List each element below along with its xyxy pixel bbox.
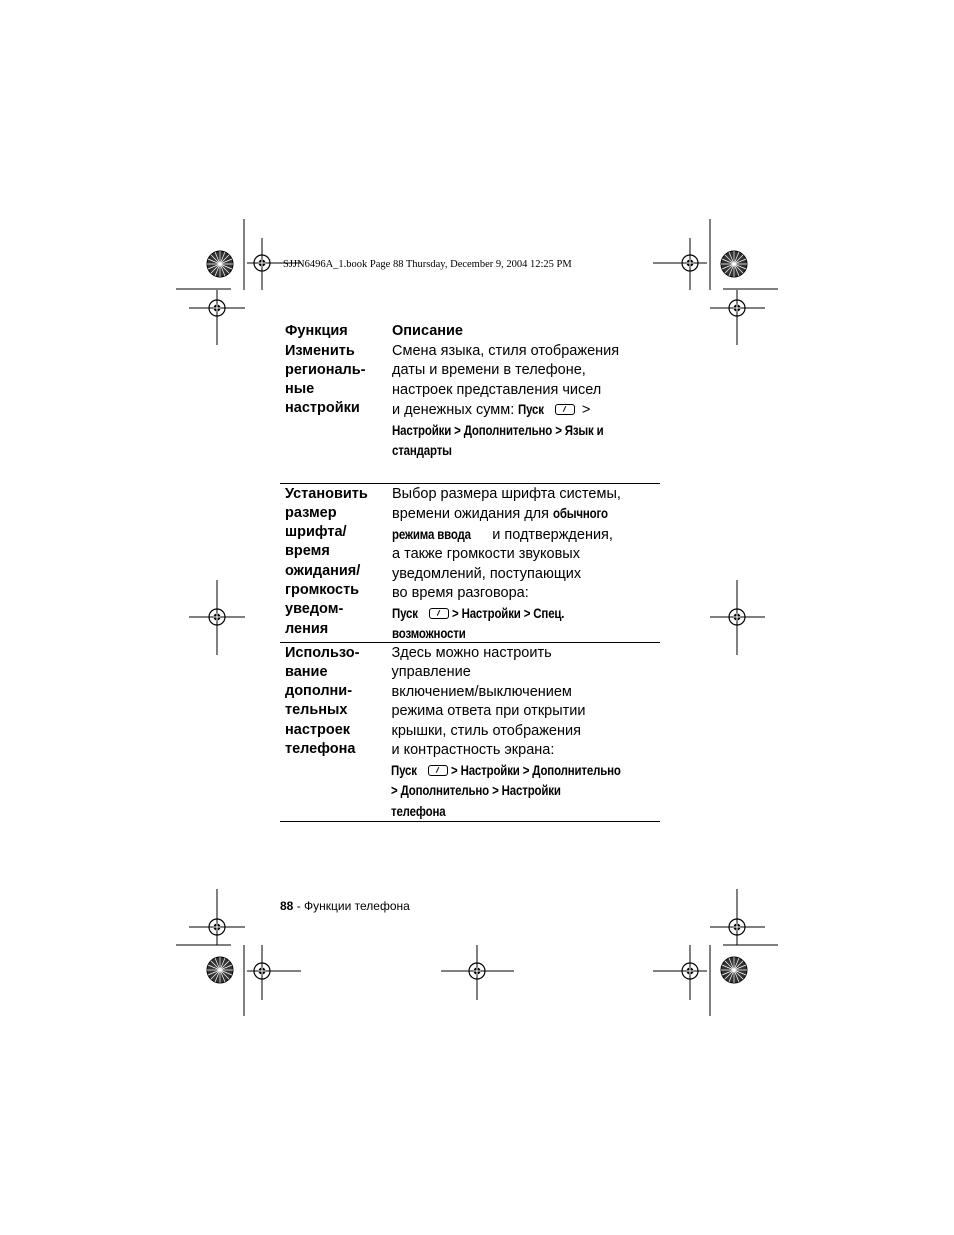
menu-separator: >: [555, 421, 562, 438]
menu-path-line: [391, 781, 658, 802]
description-line: Здесь можно настроить: [391, 644, 552, 661]
menu-accessibility-cont: возможности: [392, 625, 466, 641]
function-line: размер: [285, 504, 337, 521]
description-line: [392, 400, 658, 421]
description-text: и подтверждения,: [492, 526, 613, 543]
menu-separator: >: [451, 604, 459, 621]
menu-separator: >: [523, 604, 530, 621]
description-text: времени ожидания для: [392, 506, 549, 522]
function-line: Установить: [285, 485, 368, 502]
mode-name: обычного: [553, 505, 608, 521]
menu-path-line: [392, 441, 658, 462]
menu-advanced: Дополнительно: [463, 421, 553, 438]
description-line: режима ответа при открытии: [391, 703, 586, 719]
menu-advanced: Дополнительно: [532, 761, 621, 778]
table-row: [280, 342, 660, 484]
menu-phone: телефона: [391, 802, 446, 819]
function-line: Изменить: [285, 342, 355, 359]
description-line: даты и времени в телефоне,: [392, 362, 586, 378]
menu-start: Пуск: [518, 401, 545, 417]
table-row: [280, 643, 660, 822]
function-cell: [280, 342, 392, 483]
description-line: включением/выключением: [391, 683, 572, 700]
menu-separator: >: [581, 402, 591, 418]
function-line: настроек: [285, 721, 351, 738]
function-line: дополни-: [285, 683, 353, 700]
menu-accessibility: Спец.: [532, 604, 564, 621]
col-description-header: Описание: [392, 323, 463, 339]
col-function-header: Функция: [285, 323, 348, 339]
description-text: и денежных сумм:: [392, 402, 515, 418]
description-line: крышки, стиль отображения: [391, 722, 581, 739]
function-line: региональ-: [285, 361, 366, 378]
menu-settings: Настройки: [502, 782, 562, 798]
function-line: тельных: [285, 702, 348, 719]
description-line: настроек представления чисел: [392, 381, 602, 398]
table-header: [280, 322, 660, 342]
description-line: [392, 525, 658, 546]
description-line: [392, 504, 658, 525]
table-row: [280, 484, 660, 643]
description-line: во время разговора:: [392, 585, 529, 601]
description-cell: [392, 342, 660, 483]
description-line: а также громкости звуковых: [392, 546, 580, 562]
softkey-icon: [428, 765, 448, 776]
page-footer: [280, 899, 410, 913]
menu-path-line: [391, 761, 658, 782]
description-line: уведомлений, поступающих: [392, 565, 582, 582]
softkey-icon: [429, 608, 449, 619]
menu-advanced: Дополнительно: [401, 782, 490, 798]
function-line: телефона: [285, 740, 356, 757]
menu-path-line: [392, 624, 658, 645]
menu-separator: >: [450, 761, 458, 778]
menu-separator: >: [492, 782, 500, 798]
menu-path-line: [392, 604, 658, 625]
menu-separator: >: [391, 782, 399, 798]
description-line: и контрастность экрана:: [391, 742, 555, 758]
function-cell: [280, 643, 391, 821]
print-header: SJJN6496A_1.book Page 88 Thursday, December 9, 2004 12:25 PM: [283, 259, 572, 270]
function-line: шрифта/: [285, 524, 347, 541]
softkey-icon: [555, 404, 575, 415]
page-number: 88: [280, 899, 294, 913]
menu-start: Пуск: [392, 604, 418, 621]
function-line: вание: [285, 663, 328, 680]
description-line: управление: [391, 664, 471, 680]
menu-settings: Настройки: [460, 761, 520, 778]
description-line: Выбор размера шрифта системы,: [392, 485, 621, 502]
menu-settings: Настройки: [392, 421, 452, 438]
description-cell: [391, 643, 660, 821]
function-line: ные: [285, 381, 315, 398]
mode-name: режима ввода: [392, 525, 471, 542]
function-cell: [280, 484, 392, 642]
description-cell: [392, 484, 660, 642]
function-line: громкость: [285, 581, 360, 598]
menu-separator: >: [454, 421, 461, 438]
function-line: ожидания/: [285, 562, 361, 579]
functions-table: [280, 322, 660, 822]
function-line: время: [285, 543, 330, 560]
menu-path-line: [391, 802, 658, 823]
footer-title: - Функции телефона: [293, 899, 410, 913]
menu-standards: стандарты: [392, 442, 452, 458]
function-line: ления: [285, 620, 329, 637]
description-line: Смена языка, стиля отображения: [392, 342, 620, 359]
menu-start: Пуск: [391, 761, 418, 778]
function-line: Использо-: [285, 644, 360, 661]
function-line: настройки: [285, 400, 360, 417]
menu-path-line: [392, 421, 658, 442]
menu-settings: Настройки: [461, 604, 521, 621]
menu-separator: >: [522, 761, 530, 778]
menu-language: Язык и: [564, 421, 604, 438]
function-line: уведом-: [285, 601, 344, 618]
